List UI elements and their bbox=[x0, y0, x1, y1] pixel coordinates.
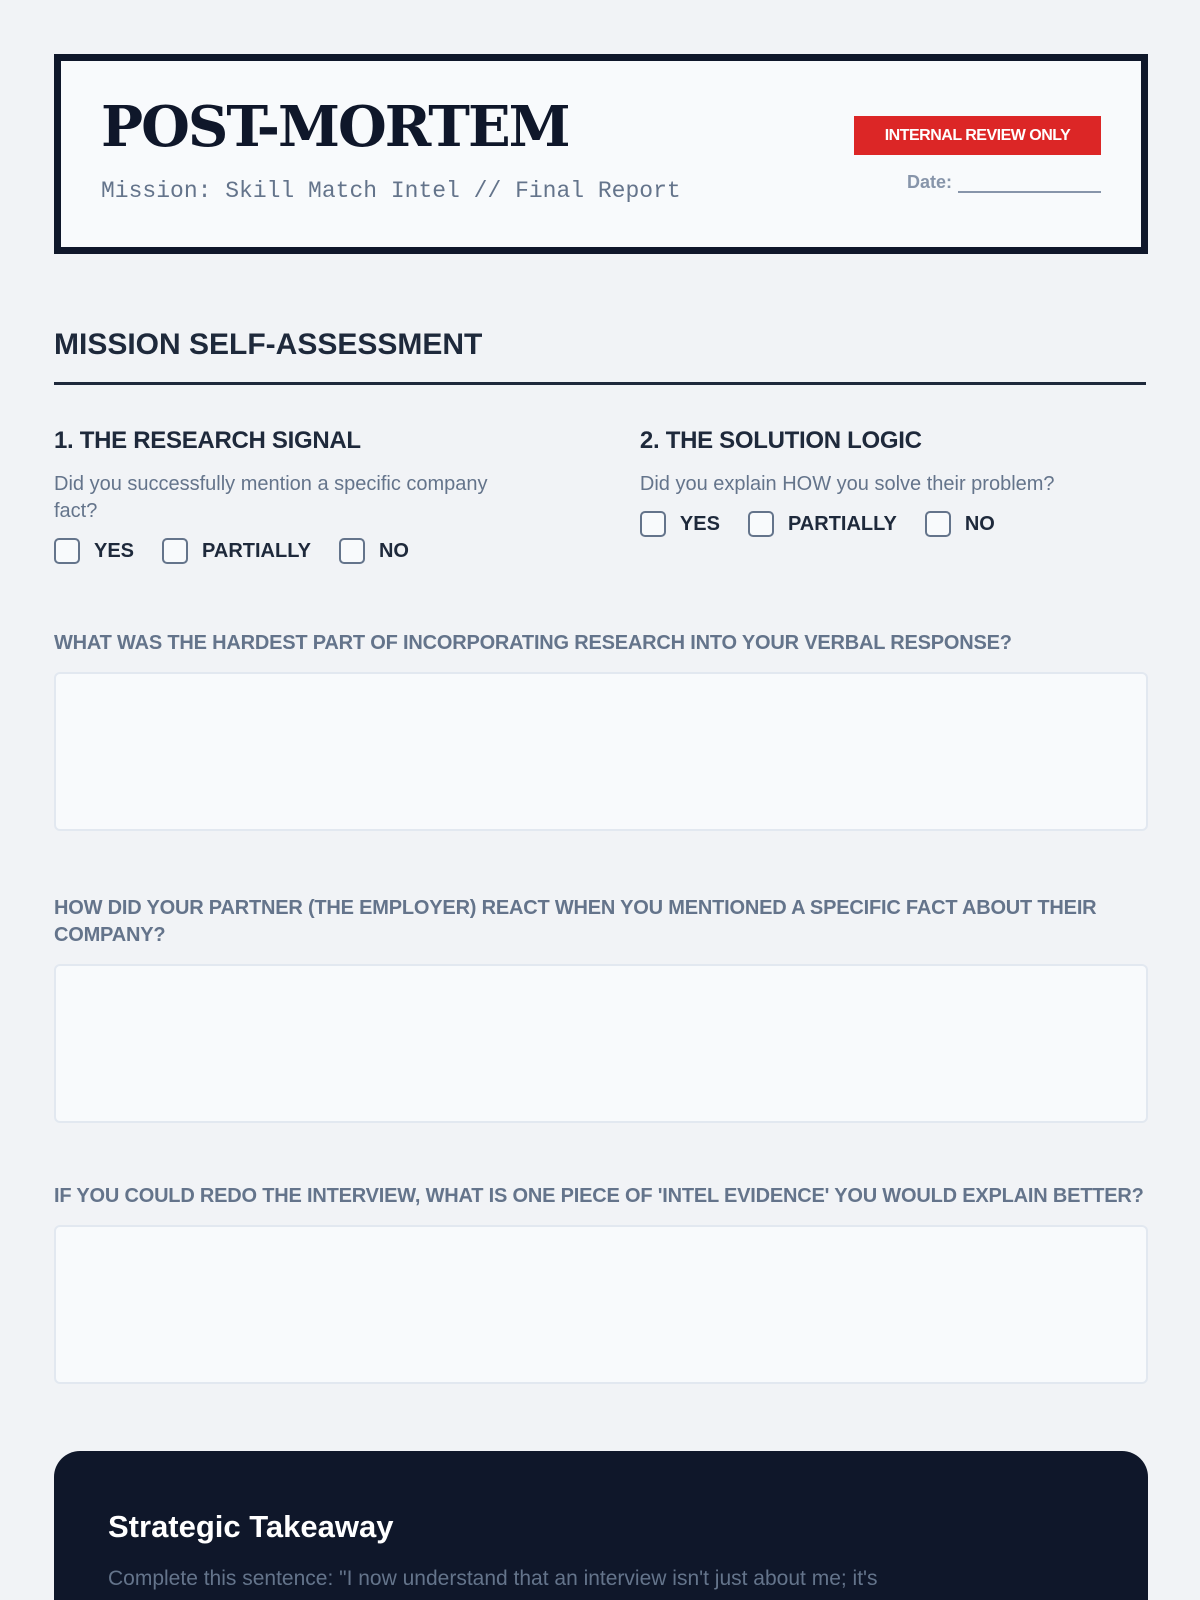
option-label: PARTIALLY bbox=[787, 512, 897, 535]
option-no[interactable] bbox=[339, 538, 409, 564]
checkbox-yes[interactable] bbox=[640, 511, 666, 537]
page-subtitle: Mission: Skill Match Intel // Final Report bbox=[101, 178, 681, 204]
checkbox-no[interactable] bbox=[925, 511, 951, 537]
checkbox-yes[interactable] bbox=[54, 538, 80, 564]
answer-options bbox=[640, 511, 1146, 537]
takeaway-prompt: Complete this sentence: "I now understand that an interview isn't just about me; it's bbox=[108, 1567, 878, 1590]
takeaway-title: Strategic Takeaway bbox=[108, 1509, 394, 1544]
option-no[interactable] bbox=[925, 511, 995, 537]
response-textarea[interactable] bbox=[54, 964, 1148, 1123]
checkbox-no[interactable] bbox=[339, 538, 365, 564]
option-label: PARTIALLY bbox=[202, 539, 311, 562]
question-solution-logic bbox=[640, 427, 1146, 564]
response-prompt: WHAT WAS THE HARDEST PART OF INCORPORATING RESEARCH INTO YOUR VERBAL RESPONSE? bbox=[54, 632, 1012, 654]
page-title: POST-MORTEM bbox=[101, 94, 569, 160]
question-title: 2. THE SOLUTION LOGIC bbox=[639, 427, 922, 454]
option-yes[interactable] bbox=[640, 511, 720, 537]
free-response-hardest-part bbox=[54, 630, 1146, 831]
free-response-redo bbox=[54, 1183, 1146, 1384]
free-response-partner-reaction bbox=[54, 895, 1146, 1123]
report-header bbox=[54, 54, 1148, 254]
checkbox-partially[interactable] bbox=[162, 538, 188, 564]
response-prompt: HOW DID YOUR PARTNER (THE EMPLOYER) REACT WHEN YOU MENTIONED A SPECIFIC FACT ABOUT THEIR COMPANY? bbox=[54, 897, 1097, 946]
option-label: NO bbox=[378, 539, 409, 562]
option-label: YES bbox=[679, 512, 720, 535]
section-title: MISSION SELF-ASSESSMENT bbox=[54, 328, 1146, 385]
date-label: Date: bbox=[906, 172, 952, 192]
strategic-takeaway-card bbox=[54, 1451, 1148, 1600]
assessment-questions bbox=[54, 427, 1146, 564]
question-research-signal bbox=[54, 427, 640, 564]
response-prompt: IF YOU COULD REDO THE INTERVIEW, WHAT IS ONE PIECE OF 'INTEL EVIDENCE' YOU WOULD EXPLAIN BETTER? bbox=[54, 1185, 1144, 1207]
option-label: YES bbox=[94, 539, 135, 562]
question-description: Did you successfully mention a specific company fact? bbox=[54, 473, 488, 522]
option-label: NO bbox=[964, 512, 995, 535]
response-textarea[interactable] bbox=[54, 672, 1148, 831]
question-title: 1. THE RESEARCH SIGNAL bbox=[54, 427, 361, 454]
date-field bbox=[907, 172, 1101, 193]
question-description: Did you explain HOW you solve their problem? bbox=[639, 473, 1055, 495]
option-partially[interactable] bbox=[748, 511, 897, 537]
checkbox-partially[interactable] bbox=[748, 511, 774, 537]
option-partially[interactable] bbox=[162, 538, 311, 564]
date-input-line[interactable] bbox=[958, 177, 1101, 193]
answer-options bbox=[54, 538, 640, 564]
response-textarea[interactable] bbox=[54, 1225, 1148, 1384]
status-badge: INTERNAL REVIEW ONLY bbox=[854, 116, 1101, 155]
option-yes[interactable] bbox=[54, 538, 134, 564]
